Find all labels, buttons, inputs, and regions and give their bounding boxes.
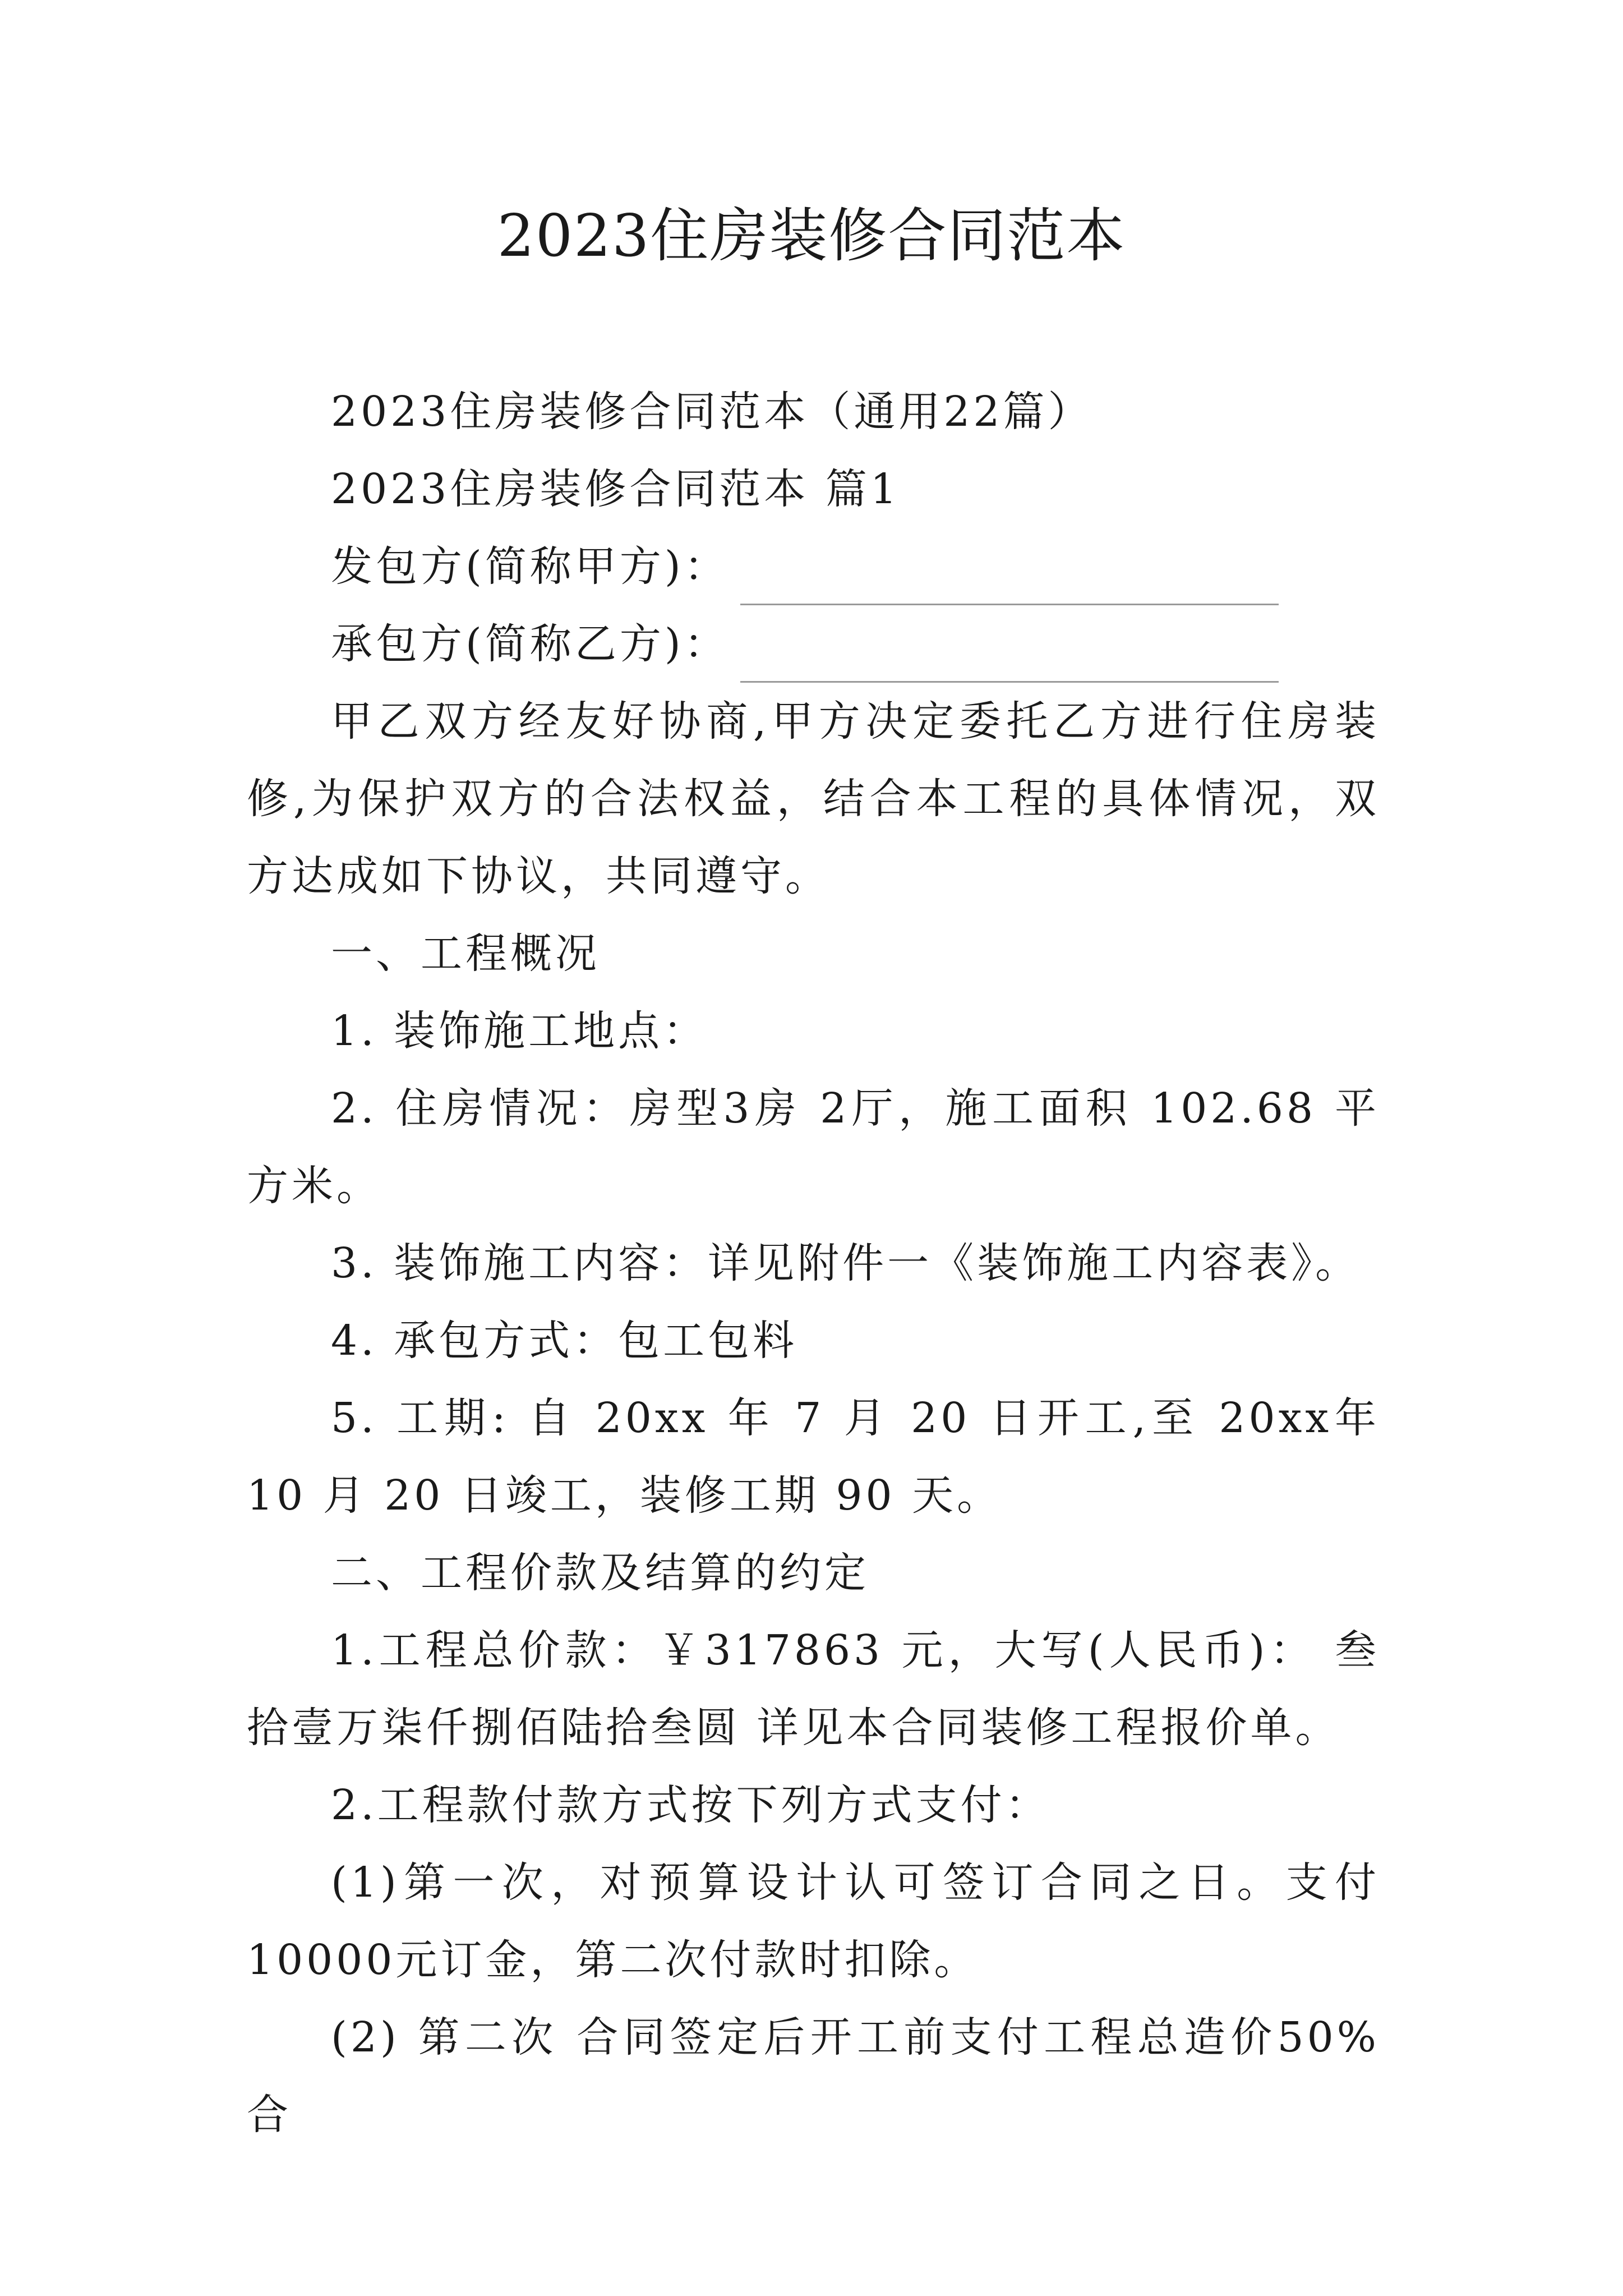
section-heading-paragraph: 2023住房装修合同范本 篇1 — [331, 465, 900, 513]
clause-2-1: 1.工程总价款：￥317863 元，大写(人民币)： 叁拾壹万柒仟捌佰陆拾叁圆 详见本合同装修工程报价单。 — [247, 1626, 1380, 1752]
clause-2-2-1: (1)第一次，对预算设计认可签订合同之日。支付10000元订金，第二次付款时扣除。 — [247, 1858, 1380, 1984]
party-a-label: 发包方(简称甲方)： — [331, 542, 729, 591]
document-title: 2023住房装修合同范本 — [497, 201, 1126, 270]
clause-2-2-2: (2) 第二次 合同签定后开工前支付工程总造价50% 合 — [247, 2013, 1380, 2139]
party-b-label: 承包方(简称乙方)： — [331, 620, 729, 668]
clause-1-3: 3. 装饰施工内容：详见附件一《装饰施工内容表》。 — [331, 1239, 1361, 1287]
clause-2-2: 2.工程款付款方式按下列方式支付： — [331, 1781, 1050, 1829]
party-a-line — [247, 528, 1380, 605]
clause-1-4: 4. 承包方式：包工包料 — [331, 1317, 798, 1365]
intro-paragraph: 甲乙双方经友好协商,甲方决定委托乙方进行住房装修,为保护双方的合法权益，结合本工程的具体情况，双方达成如下协议，共同遵守。 — [247, 697, 1380, 900]
clause-1-1: 1. 装饰施工地点： — [331, 1007, 708, 1055]
section-one-heading: 一、工程概况 — [331, 930, 600, 978]
party-a-blank — [740, 564, 1279, 605]
party-b-line — [247, 605, 1380, 683]
clause-1-2: 2. 住房情况：房型3房 2厅，施工面积 102.68 平方米。 — [247, 1084, 1380, 1210]
party-b-blank — [740, 642, 1279, 683]
clause-1-5: 5. 工期: 自 20xx 年 7 月 20 日开工,至 20xx年 10 月 20 日竣工，装修工期 90 天。 — [247, 1394, 1380, 1520]
document-body — [247, 373, 1380, 2154]
section-two-heading: 二、工程价款及结算的约定 — [331, 1549, 869, 1597]
subtitle-paragraph: 2023住房装修合同范本（通用22篇） — [331, 388, 1093, 436]
